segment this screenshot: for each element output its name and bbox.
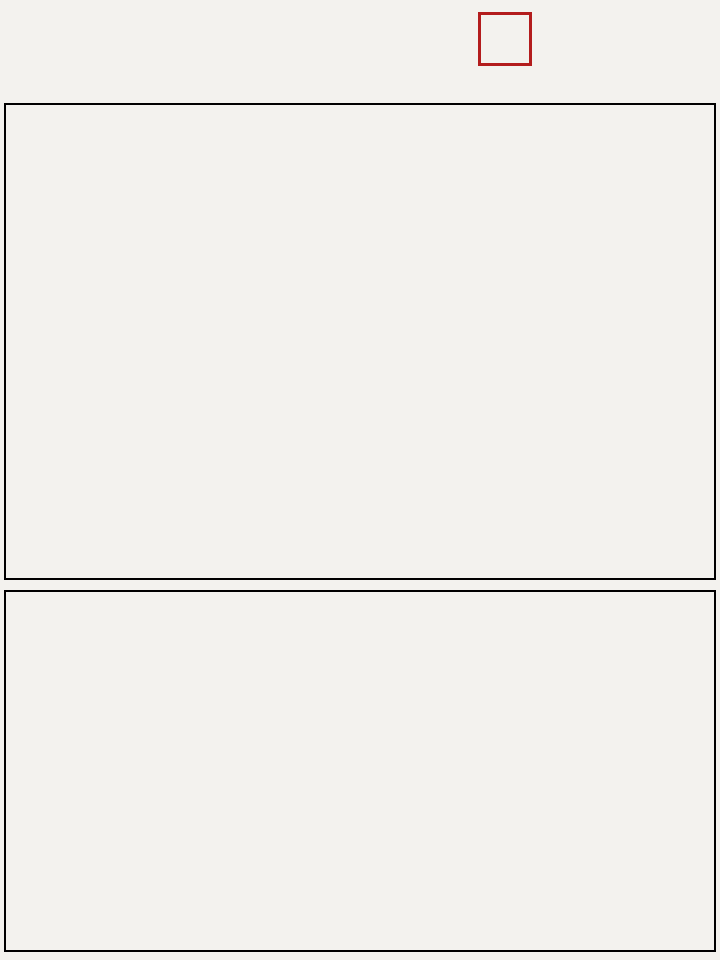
year-grid <box>4 590 716 952</box>
seal-stamp <box>478 12 532 66</box>
chart-grid <box>4 103 716 580</box>
